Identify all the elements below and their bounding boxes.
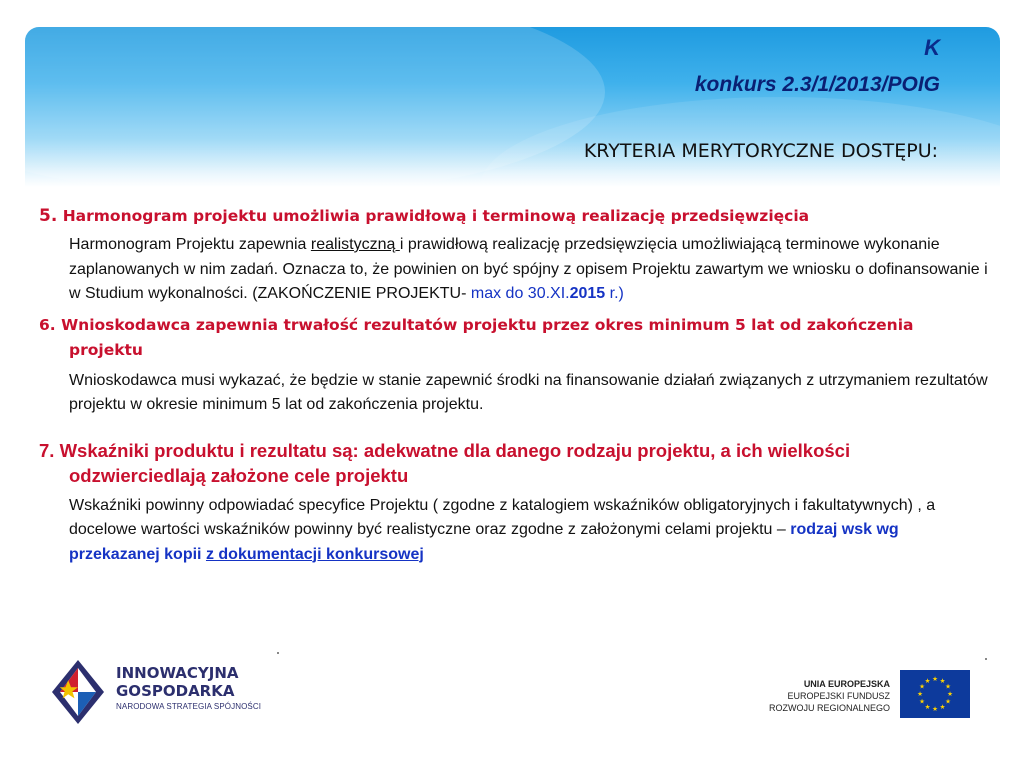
ig-line-1: INNOWACYJNA: [116, 664, 239, 682]
header-banner: [25, 27, 1000, 187]
eu-flag-icon: [900, 670, 970, 718]
section-5-max: max do 30.XI.: [470, 285, 570, 302]
ig-line-2: GOSPODARKA: [116, 682, 235, 700]
section-5-suffix: r.): [605, 285, 624, 302]
divider-dot: [985, 658, 987, 660]
eu-star-icon: ★: [924, 703, 931, 712]
criteria-title: KRYTERIA MERYTORYCZNE DOSTĘPU:: [583, 140, 938, 162]
ig-line-3: NARODOWA STRATEGIA SPÓJNOŚCI: [116, 702, 262, 711]
section-5-number: 5.: [39, 206, 58, 226]
divider-dot: [277, 652, 279, 654]
section-7-link[interactable]: z dokumentacji konkursowej: [205, 545, 424, 563]
eu-star-icon: ★: [947, 690, 953, 699]
ig-symbol-icon: [50, 658, 106, 726]
eu-star-icon: ★: [924, 677, 931, 686]
section-7-blue-bold: rodzaj wsk wg przekazanej kopii: [69, 521, 899, 563]
section-5-heading: [39, 205, 989, 227]
section-5-year: 2015: [569, 285, 606, 302]
section-7-text: [69, 494, 989, 568]
slide-content: [39, 205, 989, 567]
section-5-text-a: Harmonogram Projektu zapewnia: [69, 236, 311, 253]
eu-star-icon: ★: [932, 675, 938, 684]
section-6-text: Wnioskodawca musi wykazać, że będzie w stanie zapewnić środki na finansowanie działań związanych z utrzymaniem rezultatów projektu w okresie minimum 5 lat od zakończenia projektu.: [69, 371, 988, 413]
header-fragment: K: [924, 35, 940, 60]
contest-title: konkurs 2.3/1/2013/POIG: [694, 73, 940, 96]
ue-line-3: ROZWOJU REGIONALNEGO: [768, 703, 890, 713]
ue-line-2: EUROPEJSKI FUNDUSZ: [787, 691, 890, 701]
eu-star-icon: ★: [939, 677, 946, 686]
eu-star-icon: ★: [917, 690, 923, 699]
eu-star-icon: ★: [945, 682, 951, 691]
eu-star-icon: ★: [932, 705, 938, 714]
eu-star-icon: ★: [939, 703, 946, 712]
eu-star-icon: ★: [945, 697, 951, 706]
innowacyjna-gospodarka-logo: [50, 658, 270, 728]
section-7-heading: 7. Wskaźniki produktu i rezultatu są: adekwatne dla danego rodzaju projektu, a ich wielkości odzwierciedlają założone cele projektu: [39, 439, 851, 486]
section-6-heading: 6. Wnioskodawca zapewnia trwałość rezultatów projektu przez okres minimum 5 lat od zakończenia projektu: [39, 315, 914, 359]
eu-star-icon: ★: [919, 682, 925, 691]
ue-line-1: UNIA EUROPEJSKA: [803, 679, 890, 689]
section-5-text-b: i prawidłową realizację przedsięwzięcia umożliwiającą terminowe wykonanie zaplanowanych w nim zadań. Oznacza to, że powinien on być spójny z opisem Projektu zawartym we wniosku o dofinansowanie i w Studium wykonalności. (ZAKOŃCZENIE PROJEKTU-: [69, 236, 988, 302]
footer: [0, 640, 1024, 768]
section-5-underlined: realistyczną: [310, 236, 400, 253]
eu-star-icon: ★: [919, 697, 925, 706]
section-5-heading-text: Harmonogram projektu umożliwia prawidłową i terminową realizację przedsięwzięcia: [62, 207, 810, 225]
section-7-text-a: Wskaźniki powinny odpowiadać specyfice Projektu ( zgodne z katalogiem wskaźników obligatoryjnych i fakultatywnych) , a docelowe wartości wskaźników powinny być realistyczne oraz zgodne z założonymi celami projektu –: [69, 496, 936, 538]
section-5-text: [69, 233, 989, 307]
eu-fund-label: [769, 678, 890, 714]
